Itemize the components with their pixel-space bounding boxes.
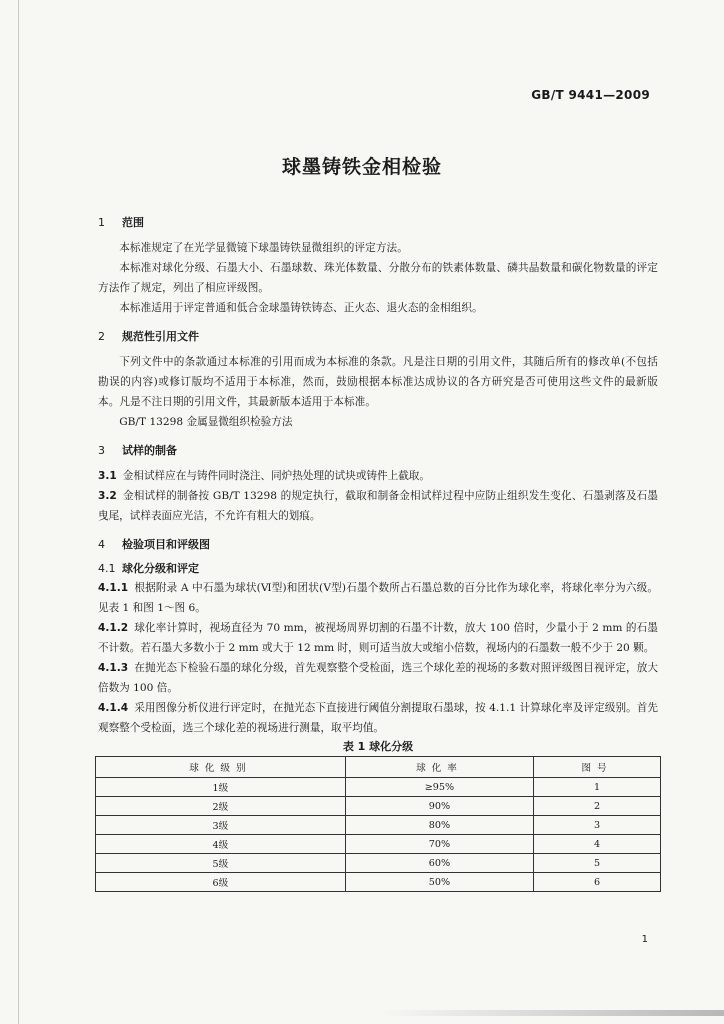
section-number: 3	[98, 444, 105, 457]
table-cell: 2级	[96, 797, 346, 816]
clause-text: 金相试样应在与铸件同时浇注、同炉热处理的试块或铸件上截取。	[122, 470, 430, 482]
clause-4-1-3	[98, 658, 658, 698]
table-row	[96, 854, 661, 873]
clause-4-1-4	[98, 698, 658, 738]
paragraph: 下列文件中的条款通过本标准的引用而成为本标准的条款。凡是注日期的引用文件，其随后所有的修改单(不包括勘误的内容)或修订版均不适用于本标准，然而，鼓励根据本标准达成协议的各方研究是否可使用这些文件的最新版本。凡是不注日期的引用文件，其最新版本适用于本标准。	[98, 356, 658, 408]
subsection-title: 球化分级和评定	[122, 562, 199, 575]
paragraph: 本标准规定了在光学显微镜下球墨铸铁显微组织的评定方法。	[119, 242, 408, 254]
table-header-row	[96, 757, 661, 778]
clause-number: 4.1.2	[98, 622, 129, 634]
standard-number: GB/T 9441—2009	[531, 88, 650, 102]
column-header: 球化率	[345, 757, 533, 778]
clause-3-2	[98, 486, 658, 526]
section-title: 范围	[122, 216, 144, 229]
clause-text: 在抛光态下检验石墨的球化分级，首先观察整个受检面，选三个球化差的视场的多数对照评级图目视评定，放大倍数为 100 倍。	[98, 662, 658, 694]
column-header: 球化级别	[96, 757, 346, 778]
table-cell: 5级	[96, 854, 346, 873]
table-cell: 80%	[345, 816, 533, 835]
section-heading-3	[98, 442, 658, 460]
table-cell: 70%	[345, 835, 533, 854]
clause-text: 采用图像分析仪进行评定时，在抛光态下直接进行阈值分割提取石墨球，按 4.1.1 计算球化率及评定级别。首先观察整个受检面，选三个球化差的视场进行测量，取平均值。	[98, 702, 658, 734]
scan-edge-shadow	[380, 1010, 724, 1016]
clause-4-1-1	[98, 578, 658, 618]
subsection-heading-4-1	[98, 560, 658, 578]
table-cell: 6	[534, 873, 661, 892]
section-heading-4	[98, 536, 658, 554]
table-row	[96, 797, 661, 816]
section-number: 1	[98, 216, 105, 229]
section-title: 试样的制备	[122, 444, 177, 457]
table-row	[96, 835, 661, 854]
paragraph: 本标准对球化分级、石墨大小、石墨球数、珠光体数量、分散分布的铁素体数量、磷共晶数量和碳化物数量的评定方法作了规定，列出了相应评级图。	[98, 262, 658, 294]
table-row	[96, 778, 661, 797]
clause-4-1-2	[98, 618, 658, 658]
table-cell: 3	[534, 816, 661, 835]
clause-number: 4.1.1	[98, 582, 129, 594]
subsection-number: 4.1	[98, 562, 116, 575]
section-number: 4	[98, 538, 105, 551]
section-heading-2	[98, 328, 658, 346]
table-cell: 50%	[345, 873, 533, 892]
table-cell: 1	[534, 778, 661, 797]
clause-text: 球化率计算时，视场直径为 70 mm，被视场周界切割的石墨不计数，放大 100 倍时，少量小于 2 mm 的石墨不计数。若石墨大多数小于 2 mm 或大于 12 mm 时，则可适当放大或缩小倍数，视场内的石墨数一般不少于 20 颗。	[98, 622, 658, 654]
table-cell: 2	[534, 797, 661, 816]
table-cell: 3级	[96, 816, 346, 835]
table-row	[96, 816, 661, 835]
table-row	[96, 873, 661, 892]
page-number: 1	[641, 934, 648, 945]
normative-reference: GB/T 13298 金属显微组织检验方法	[119, 416, 293, 428]
table-cell: 4	[534, 835, 661, 854]
table-cell: 6级	[96, 873, 346, 892]
section-title: 检验项目和评级图	[122, 538, 210, 551]
section-title: 规范性引用文件	[122, 330, 199, 343]
document-title: 球墨铸铁金相检验	[281, 156, 442, 178]
clause-text: 金相试样的制备按 GB/T 13298 的规定执行，截取和制备金相试样过程中应防止组织发生变化、石墨剥落及石墨曳尾，试样表面应光洁，不允许有粗大的划痕。	[98, 490, 658, 522]
section-number: 2	[98, 330, 105, 343]
column-header: 图号	[534, 757, 661, 778]
clause-text: 根据附录 A 中石墨为球状(Ⅵ型)和团状(Ⅴ型)石墨个数所占石墨总数的百分比作为球化率，将球化率分为六级。见表 1 和图 1～图 6。	[98, 582, 658, 614]
clause-number: 3.2	[98, 490, 117, 502]
table-title: 表 1 球化分级	[342, 740, 414, 753]
clause-number: 4.1.4	[98, 702, 129, 714]
section-heading-1	[98, 214, 658, 232]
paragraph: 本标准适用于评定普通和低合金球墨铸铁铸态、正火态、退火态的金相组织。	[119, 302, 483, 314]
table-cell: 90%	[345, 797, 533, 816]
document-body	[98, 214, 658, 892]
table-cell: 1级	[96, 778, 346, 797]
table-cell: ≥95%	[345, 778, 533, 797]
spheroidization-grade-table	[95, 756, 661, 892]
clause-number: 4.1.3	[98, 662, 129, 674]
table-cell: 5	[534, 854, 661, 873]
clause-number: 3.1	[98, 470, 117, 482]
clause-3-1	[98, 466, 658, 486]
table-cell: 4级	[96, 835, 346, 854]
table-cell: 60%	[345, 854, 533, 873]
